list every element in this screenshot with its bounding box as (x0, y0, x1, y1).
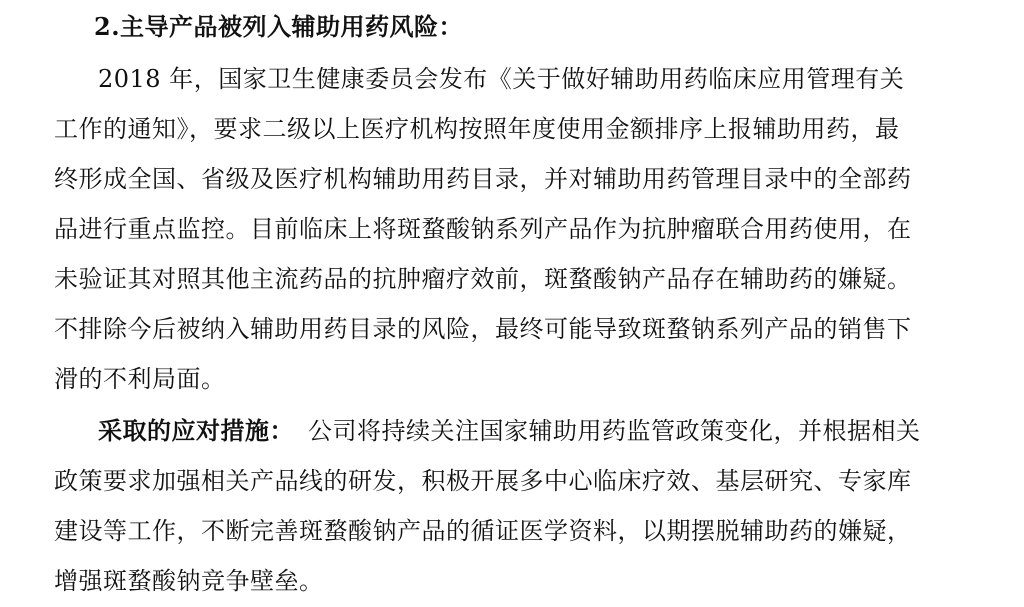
paragraph-line: 政策要求加强相关产品线的研发，积极开展多中心临床疗效、基层研究、专家库 (54, 467, 912, 495)
paragraph-line: 2018 年，国家卫生健康委员会发布《关于做好辅助用药临床应用管理有关 (98, 65, 905, 93)
paragraph-line: 公司将持续关注国家辅助用药监管政策变化，并根据相关 (308, 417, 921, 445)
section-title: 2.主导产品被列入辅助用药风险： (94, 12, 464, 41)
paragraph-line: 增强斑蝥酸钠竞争壁垒。 (54, 567, 324, 595)
paragraph-line: 品进行重点监控。目前临床上将斑蝥酸钠系列产品作为抗肿瘤联合用药使用，在 (54, 215, 912, 243)
paragraph-line: 建设等工作，不断完善斑蝥酸钠产品的循证医学资料，以期摆脱辅助药的嫌疑， (54, 517, 912, 545)
paragraph-line: 工作的通知》，要求二级以上医疗机构按照年度使用金额排序上报辅助用药，最 (54, 115, 900, 143)
paragraph-line: 滑的不利局面。 (54, 365, 226, 393)
paragraph-line: 未验证其对照其他主流药品的抗肿瘤疗效前，斑蝥酸钠产品存在辅助药的嫌疑。 (54, 265, 912, 293)
measures-line (98, 416, 921, 446)
paragraph-line: 不排除今后被纳入辅助用药目录的风险，最终可能导致斑蝥钠系列产品的销售下 (54, 315, 912, 343)
measures-label: 采取的应对措施： (98, 416, 294, 445)
paragraph-line: 终形成全国、省级及医疗机构辅助用药目录，并对辅助用药管理目录中的全部药 (54, 165, 912, 193)
